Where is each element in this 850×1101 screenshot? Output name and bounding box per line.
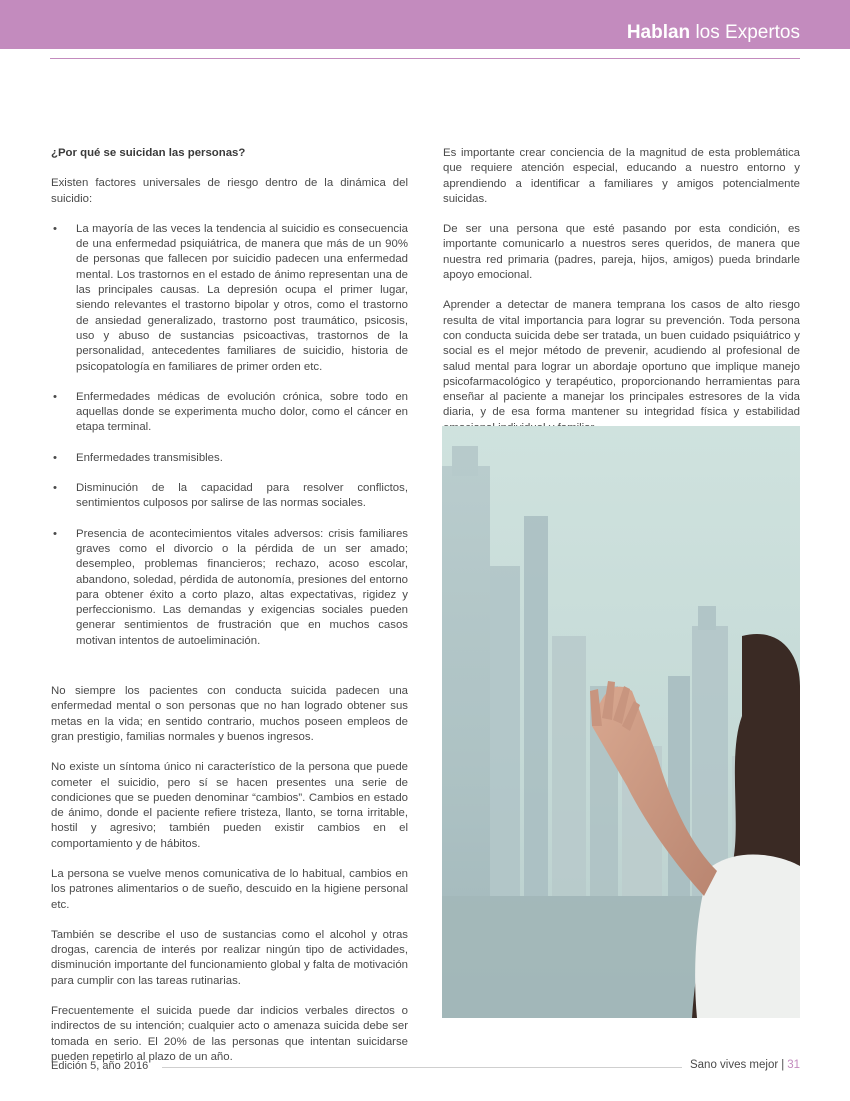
footer-divider [162, 1067, 682, 1068]
right-column [443, 146, 800, 451]
list-item-text: La mayoría de las veces la tendencia al suicidio es consecuencia de una enfermedad psiquiátrica, de manera que más de un 90% de personas que fallecen por suicidio padecen una enfermedad mental. Los trastornos en el estado de ánimo representan una de las principales causas. La depresión ocupa el primer lugar, siendo relevantes el trastorno bipolar y otros, como el trastorno de ansiedad generalizado, trastorno post traumático, psicosis, uso y abuso de sustancias psicoactivas, trastornos de la personalidad, antecedentes familiares de suicidio, historia de psicopatología en familiares de primer orden etc. [76, 222, 408, 373]
body-paragraph: También se describe el uso de sustancias como el alcohol y otras drogas, carencia de interés por realizar ningún tipo de actividades, disminución importante del funcionamiento global y falta de motivación para cumplir con las tareas rutinarias. [51, 928, 408, 987]
list-item [51, 451, 408, 466]
bullet-icon: • [53, 482, 57, 495]
list-item [51, 481, 408, 512]
photo-illustration [442, 426, 800, 1018]
list-item [51, 390, 408, 436]
article-heading: ¿Por qué se suicidan las personas? [51, 147, 246, 159]
bullet-icon: • [53, 527, 57, 540]
list-item-text: Disminución de la capacidad para resolver conflictos, sentimientos culposos por salirse de las normas sociales. [76, 482, 408, 510]
body-paragraph: No existe un síntoma único ni característico de la persona que puede cometer el suicidio, pero sí se hacen presentes una serie de condiciones que se pueden denominar “cambios”. Cambios en estado de ánimo, donde el paciente refiere tristeza, llanto, se torna irritable, hostil y agresivo; también pueden existir cambios en el comportamiento y de hábitos. [51, 761, 408, 850]
page-number: 31 [787, 1059, 800, 1071]
section-title-rest: los Expertos [695, 22, 800, 43]
list-item-text: Enfermedades transmisibles. [76, 451, 223, 464]
body-paragraph: Es importante crear conciencia de la magnitud de esta problemática que requiere atención especial, educando a nuestro entorno y aprendiendo a identificar a familiares y amigos potencialmente suicidas. [443, 147, 800, 205]
list-item [51, 527, 408, 649]
footer-separator: | [781, 1059, 785, 1071]
edition-label: Edición 5, año 2016 [51, 1060, 149, 1072]
left-column [51, 146, 408, 1080]
footer-magazine [690, 1059, 800, 1071]
body-paragraph: No siempre los pacientes con conducta suicida padecen una enfermedad mental o son personas que no han logrado obtener sus metas en la vida; en sentido contrario, muchos poseen empleos de gran prestigio, familias normales y buenos ingresos. [51, 685, 408, 743]
bullet-icon: • [53, 451, 57, 464]
magazine-name: Sano vives mejor [689, 1059, 779, 1071]
woman-at-window-photo [442, 426, 800, 1018]
header-band [0, 0, 850, 49]
section-title-bold: Hablan [626, 22, 691, 43]
risk-factor-list [51, 222, 408, 649]
section-title [627, 21, 800, 45]
list-item [51, 222, 408, 375]
body-paragraph: De ser una persona que esté pasando por esta condición, es importante comunicarlo a nuestros seres queridos, de manera que nuestra red primaria (padres, pareja, hijos, amigos) pueda brindarle apoyo emocional. [443, 223, 800, 282]
body-paragraph: Aprender a detectar de manera temprana los casos de alto riesgo resulta de vital importancia para lograr su prevención. Toda persona con conducta suicida debe ser tratada, un buen cuidado psiquiátrico y social es el mejor método de prevenir, acudiendo al profesional de salud mental para lograr un abordaje oportuno que implique manejo psicofarmacológico y terapéutico, proporcionando herramientas para enseñar al paciente a manejar los principales estresores de la vida diaria, y de esa forma mantener su integridad física y estabilidad [443, 299, 800, 419]
bullet-icon: • [53, 222, 57, 235]
header-divider [50, 58, 800, 59]
body-paragraph: Frecuentemente el suicida puede dar indicios verbales directos o indirectos de su intención; cualquier acto o amenaza suicida debe ser tomada en serio. El 20% de las personas que intentan suicidarse pueden repetirlo al plazo de un año. [51, 1005, 408, 1063]
list-item-text: Enfermedades médicas de evolución crónica, sobre todo en aquellas donde se experimenta mucho dolor, como el cáncer en etapa terminal. [76, 390, 408, 434]
bullet-icon: • [53, 390, 57, 403]
body-paragraph: La persona se vuelve menos comunicativa de lo habitual, cambios en los patrones alimentarios o de sueño, descuido en la higiene personal etc. [51, 867, 408, 911]
spacer [51, 664, 408, 684]
list-item-text: Presencia de acontecimientos vitales adversos: crisis familiares graves como el divorcio o la pérdida de un ser amado; desempleo, problemas financieros; rechazo, acoso escolar, abandono, soledad, pérdida de autonomía, presiones del entorno para obtener éxito a corto plazo, altas expectativas, rigidez y perfeccionismo. Las demandas y exigencias sociales pueden generar sentimientos de frustración que en muchos casos motivan intentos de autoeliminación. [76, 527, 408, 647]
intro-paragraph: Existen factores universales de riesgo dentro de la dinámica del suicidio: [51, 177, 408, 205]
